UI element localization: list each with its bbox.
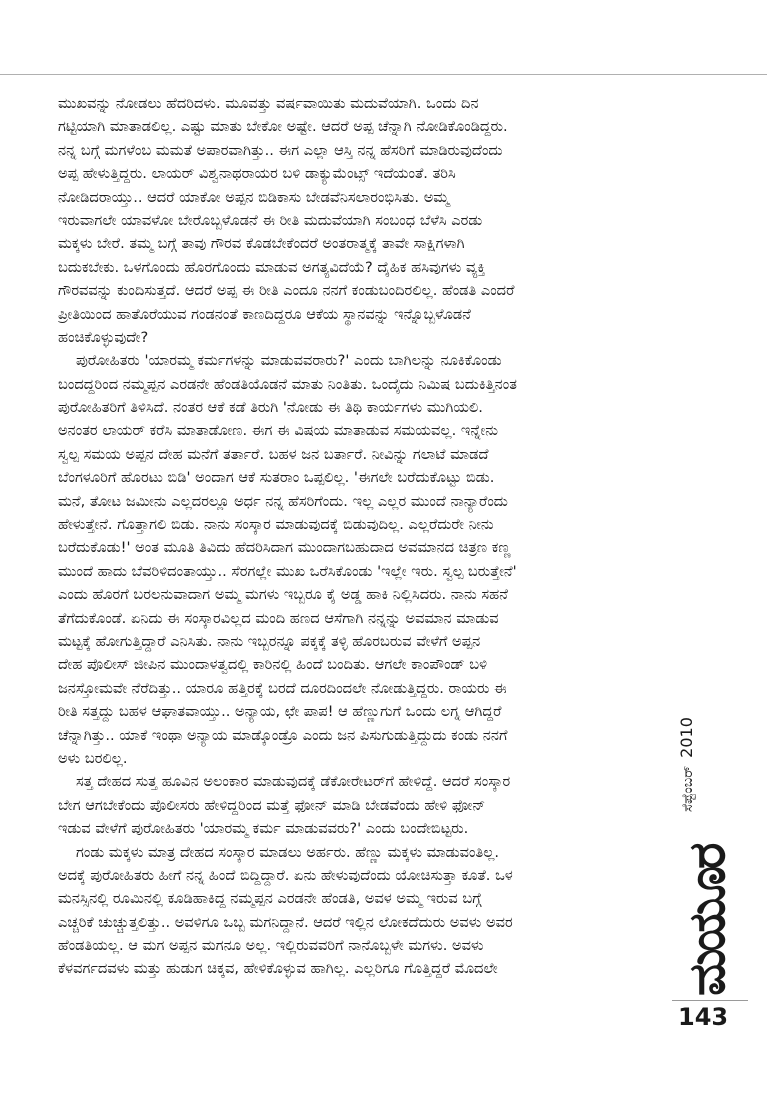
text-line: ಬೇಗ ಆಗಬೇಕೆಂದು ಪೊಲೀಸರು ಹೇಳಿದ್ದರಿಂದ ಮತ್ತೆ ಫೋನ್ ಮಾಡಿ ಬೇಡವೆಂದು ಹೇಳಿ ಫೋನ್ (58, 796, 486, 814)
text-line: ಎಂದು ಹೊರಗೆ ಬರಲನುವಾದಾಗ ಅಮ್ಮ ಮಗಳು ಇಬ್ಬರೂ ಕೈ ಅಡ್ಡ ಹಾಕಿ ನಿಲ್ಲಿಸಿದರು. ನಾನು ಸಹನೆ (58, 586, 508, 604)
article-paragraph (58, 92, 658, 349)
header-rule (0, 74, 767, 75)
page-number: 143 (678, 1003, 729, 1031)
text-line: ಚೆನ್ನಾಗಿತ್ತು.. ಯಾಕೆ ಇಂಥಾ ಅನ್ಯಾಯ ಮಾಡ್ಕೊಂಡ್ರೊ ಎಂದು ಜನ ಪಿಸುಗುಡುತ್ತಿದ್ದುದು ಕಂಡು ನನಗೆ (58, 726, 508, 744)
issue-month: ಸೆಪ್ಟೆಂಬರ್ (680, 765, 696, 812)
text-line: ಪ್ರೀತಿಯಿಂದ ಹಾತೊರೆಯುವ ಗಂಡನಂತೆ ಕಾಣದಿದ್ದರೂ ಆಕೆಯ ಸ್ಥಾನವನ್ನು ಇನ್ನೊಬ್ಬಳೊಡನೆ (58, 305, 471, 323)
text-line: ನೋಡಿದರಾಯ್ತು.. ಆದರೆ ಯಾಕೋ ಅಪ್ಪನ ಬಿಡಿಕಾಸು ಬೇಡವೆನಿಸಲಾರಂಭಿಸಿತು. ಅಮ್ಮ (58, 188, 450, 206)
text-line: ಗಟ್ಟಿಯಾಗಿ ಮಾತಾಡಲಿಲ್ಲ. ಎಷ್ಟು ಮಾತು ಬೇಕೋ ಅಷ್ಟೇ. ಆದರೆ ಅಪ್ಪ ಚೆನ್ನಾಗಿ ನೋಡಿಕೊಂಡಿದ್ದರು. (58, 118, 508, 136)
text-line: ಹೇಳುತ್ತೇನೆ. ಗೊತ್ತಾಗಲಿ ಬಿಡು. ನಾನು ಸಂಸ್ಕಾರ ಮಾಡುವುದಕ್ಕೆ ಬಿಡುವುದಿಲ್ಲ. ಎಲ್ಲರೆದುರೇ ನೀನು (58, 516, 494, 534)
text-line: ಬೆಂಗಳೂರಿಗೆ ಹೊರಟು ಬಿಡಿ' ಅಂದಾಗ ಆಕೆ ಸುತರಾಂ ಒಪ್ಪಲಿಲ್ಲ. 'ಈಗಲೇ ಬರೆದುಕೊಟ್ಟು ಬಿಡು. (58, 469, 495, 487)
text-line: ಅದಕ್ಕೆ ಪುರೋಹಿತರು ಹೀಗೆ ನನ್ನ ಹಿಂದೆ ಬಿದ್ದಿದ್ದಾರೆ. ಏನು ಹೇಳುವುದೆಂದು ಯೋಚಿಸುತ್ತಾ ಕೂತೆ. ಒಳ (58, 866, 513, 884)
article-paragraph (58, 349, 658, 770)
text-line: ದೇಹ ಪೊಲೀಸ್ ಜೀಪಿನ ಮುಂದಾಳತ್ವದಲ್ಲಿ ಕಾರಿನಲ್ಲಿ ಹಿಂದೆ ಬಂದಿತು. ಆಗಲೇ ಕಾಂಪೌಂಡ್ ಬಳಿ (58, 656, 488, 674)
text-line: ಅನಂತರ ಲಾಯರ್ ಕರೆಸಿ ಮಾತಾಡೋಣ. ಈಗ ಈ ವಿಷಯ ಮಾತಾಡುವ ಸಮಯವಲ್ಲ. ಇನ್ನೇನು (58, 422, 498, 440)
text-line: ಸ್ವಲ್ಪ ಸಮಯ ಅಪ್ಪನ ದೇಹ ಮನೆಗೆ ತರ್ತಾರೆ. ಬಹಳ ಜನ ಬರ್ತಾರೆ. ನೀವಿನ್ನು ಗಲಾಟೆ ಮಾಡದೆ (58, 445, 489, 463)
text-line: ಗೌರವವನ್ನು ಕುಂದಿಸುತ್ತದೆ. ಆದರೆ ಅಪ್ಪ ಈ ರೀತಿ ಎಂದೂ ನನಗೆ ಕಂಡುಬಂದಿರಲಿಲ್ಲ. ಹೆಂಡತಿ ಎಂದರೆ (58, 282, 515, 300)
text-line: ಮನಸ್ಸಿನಲ್ಲಿ ರೂಮಿನಲ್ಲಿ ಕೂಡಿಹಾಕಿದ್ದ ನಮ್ಮಪ್ಪನ ಎರಡನೇ ಹೆಂಡತಿ, ಅವಳ ಅಮ್ಮ ಇರುವ ಬಗ್ಗೆ (58, 890, 482, 908)
text-line: ಮುಖವನ್ನು ನೋಡಲು ಹೆದರಿದಳು. ಮೂವತ್ತು ವರ್ಷವಾಯಿತು ಮದುವೆಯಾಗಿ. ಒಂದು ದಿನ (58, 95, 479, 112)
text-line: ಮುಂದೆ ಹಾದು ಬೆವರಿಳಿದಂತಾಯ್ತು.. ಸೆರಗಲ್ಲೇ ಮುಖ ಒರೆಸಿಕೊಂಡು 'ಇಲ್ಲೇ ಇರು. ಸ್ವಲ್ಪ ಬರುತ್ತೇನೆ' (58, 562, 517, 580)
article-paragraph (58, 770, 658, 840)
text-line: ಎಚ್ಚರಿಕೆ ಚುಚ್ಚುತ್ತಲಿತ್ತು.. ಅವಳಿಗೂ ಒಬ್ಬ ಮಗನಿದ್ದಾನೆ. ಆದರೆ ಇಲ್ಲಿನ ಲೋಕದೆದುರು ಅವಳು ಅವರ (58, 913, 513, 931)
text-line: ಇರುವಾಗಲೇ ಯಾವಳೋ ಬೇರೊಬ್ಬಳೊಡನೆ ಈ ರೀತಿ ಮದುವೆಯಾಗಿ ಸಂಬಂಧ ಬೆಳೆಸಿ ಎರಡು (58, 211, 483, 229)
magazine-logo (672, 845, 742, 996)
text-line: ಮಕ್ಕಳು ಬೇರೆ. ತಮ್ಮ ಬಗ್ಗೆ ತಾವು ಗೌರವ ಕೊಡಬೇಕೆಂದರೆ ಅಂತರಾತ್ಮಕ್ಕೆ ತಾವೇ ಸಾಕ್ಷಿಗಳಾಗಿ (58, 235, 465, 253)
text-line: ಜನಸ್ತೋಮವೇ ನೆರೆದಿತ್ತು.. ಯಾರೂ ಹತ್ತಿರಕ್ಕೆ ಬರದೆ ದೂರದಿಂದಲೇ ನೋಡುತ್ತಿದ್ದರು. ರಾಯರು ಈ (58, 679, 507, 697)
text-line: ಬಂದದ್ದರಿಂದ ನಮ್ಮಪ್ಪನ ಎರಡನೇ ಹೆಂಡತಿಯೊಡನೆ ಮಾತು ನಿಂತಿತು. ಒಂದೈದು ನಿಮಿಷ ಬದುಕಿತ್ತಿನಂತ (58, 375, 517, 393)
text-line: ಕೆಳವರ್ಗದವಳು ಮತ್ತು ಹುಡುಗ ಚಿಕ್ಕವ, ಹೇಳಿಕೊಳ್ಳುವ ಹಾಗಿಲ್ಲ. ಎಲ್ಲರಿಗೂ ಗೊತ್ತಿದ್ದರೆ ಮೊದಲೇ (58, 960, 498, 978)
issue-year: 2010 (677, 717, 696, 758)
text-line: ಇಡುವ ವೇಳೆಗೆ ಪುರೋಹಿತರು 'ಯಾರಮ್ಮ ಕರ್ಮ ಮಾಡುವವರು?' ಎಂದು ಬಂದೇಬಿಟ್ಟರು. (58, 820, 469, 838)
article-body (58, 92, 658, 981)
text-line: ಪುರೋಹಿತರಿಗೆ ತಿಳಿಸಿದೆ. ನಂತರ ಆಕೆ ಕಡೆ ತಿರುಗಿ 'ನೋಡು ಈ ತಿಥಿ ಕಾರ್ಯಗಳು ಮುಗಿಯಲಿ. (58, 399, 483, 417)
footer-rule (672, 1000, 748, 1001)
text-line: ಮಟ್ಟಕ್ಕೆ ಹೋಗುತ್ತಿದ್ದಾರೆ ಎನಿಸಿತು. ನಾನು ಇಬ್ಬರನ್ನೂ ಪಕ್ಕಕ್ಕೆ ತಳ್ಳಿ ಹೊರಬರುವ ವೇಳೆಗೆ ಅಪ್ಪನ (58, 632, 481, 650)
text-line: ಸತ್ತ ದೇಹದ ಸುತ್ತ ಹೂವಿನ ಅಲಂಕಾರ ಮಾಡುವುದಕ್ಕೆ ಡೆಕೋರೇಟರ್‌ಗೆ ಹೇಳಿದ್ದೆ. ಆದರೆ ಸಂಸ್ಕಾರ (76, 773, 511, 791)
article-paragraph (58, 841, 658, 981)
text-line: ಅಳು ಬರಲಿಲ್ಲ. (58, 749, 128, 767)
text-line: ಅಪ್ಪ ಹೇಳುತ್ತಿದ್ದರು. ಲಾಯರ್ ವಿಶ್ವನಾಥರಾಯರ ಬಳಿ ಡಾಕ್ಯುಮೆಂಟ್ಸ್ ಇದೆಯಂತೆ. ತರಿಸಿ (58, 165, 456, 183)
text-line: ಹಂಚಿಕೊಳ್ಳುವುದೇ? (58, 328, 149, 346)
text-line: ಗಂಡು ಮಕ್ಕಳು ಮಾತ್ರ ದೇಹದ ಸಂಸ್ಕಾರ ಮಾಡಲು ಅರ್ಹರು. ಹೆಣ್ಣು ಮಕ್ಕಳು ಮಾಡುವಂತಿಲ್ಲ. (76, 843, 500, 861)
text-line: ಮನೆ, ತೋಟ ಜಮೀನು ಎಲ್ಲದರಲ್ಲೂ ಅರ್ಧ ನನ್ನ ಹೆಸರಿಗೆಂದು. ಇಲ್ಲ ಎಲ್ಲರ ಮುಂದೆ ನಾನ್ಯಾರೆಂದು (58, 492, 508, 510)
magazine-logo-text: ಮಯೂರ (678, 845, 736, 996)
text-line: ಪುರೋಹಿತರು 'ಯಾರಮ್ಮ ಕರ್ಮಗಳನ್ನು ಮಾಡುವವರಾರು?' ಎಂದು ಬಾಗಿಲನ್ನು ನೂಕಿಕೊಂಡು (76, 352, 502, 370)
text-line: ನನ್ನ ಬಗ್ಗೆ ಮಗಳೆಂಬ ಮಮತೆ ಅಪಾರವಾಗಿತ್ತು.. ಈಗ ಎಲ್ಲಾ ಆಸ್ತಿ ನನ್ನ ಹೆಸರಿಗೆ ಮಾಡಿರುವುದೆಂದು (58, 141, 503, 159)
text-line: ಬದುಕಬೇಕು. ಒಳಗೊಂದು ಹೊರಗೊಂದು ಮಾಡುವ ಅಗತ್ಯವಿದೆಯೆ? ದೈಹಿಕ ಹಸಿವುಗಳು ವ್ಯಕ್ತಿ (58, 258, 486, 276)
text-line: ಬರೆದುಕೊಡು!' ಅಂತ ಮೂತಿ ತಿವಿದು ಹೆದರಿಸಿದಾಗ ಮುಂದಾಗಬಹುದಾದ ಅವಮಾನದ ಚಿತ್ರಣ ಕಣ್ಣ (58, 539, 511, 557)
text-line: ಹೆಂಡತಿಯಲ್ಲ. ಆ ಮಗ ಅಪ್ಪನ ಮಗನೂ ಅಲ್ಲ. ಇಲ್ಲಿರುವವರಿಗೆ ನಾನೊಬ್ಬಳೇ ಮಗಳು. ಅವಳು (58, 937, 484, 955)
text-line: ತೆಗೆದುಕೊಂಡೆ. ಏನಿದು ಈ ಸಂಸ್ಕಾರವಿಲ್ಲದ ಮಂದಿ ಹಣದ ಆಸೆಗಾಗಿ ನನ್ನನ್ನು ಅವಮಾನ ಮಾಡುವ (58, 609, 499, 627)
issue-date (676, 632, 698, 812)
text-line: ರೀತಿ ಸತ್ತದ್ದು ಬಹಳ ಆಘಾತವಾಯ್ತು.. ಅನ್ಯಾಯ, ಛೇ ಪಾಪ! ಆ ಹೆಣ್ಣುಗುಗೆ ಒಂದು ಲಗ್ನ ಆಗಿದ್ದರೆ (58, 703, 502, 721)
